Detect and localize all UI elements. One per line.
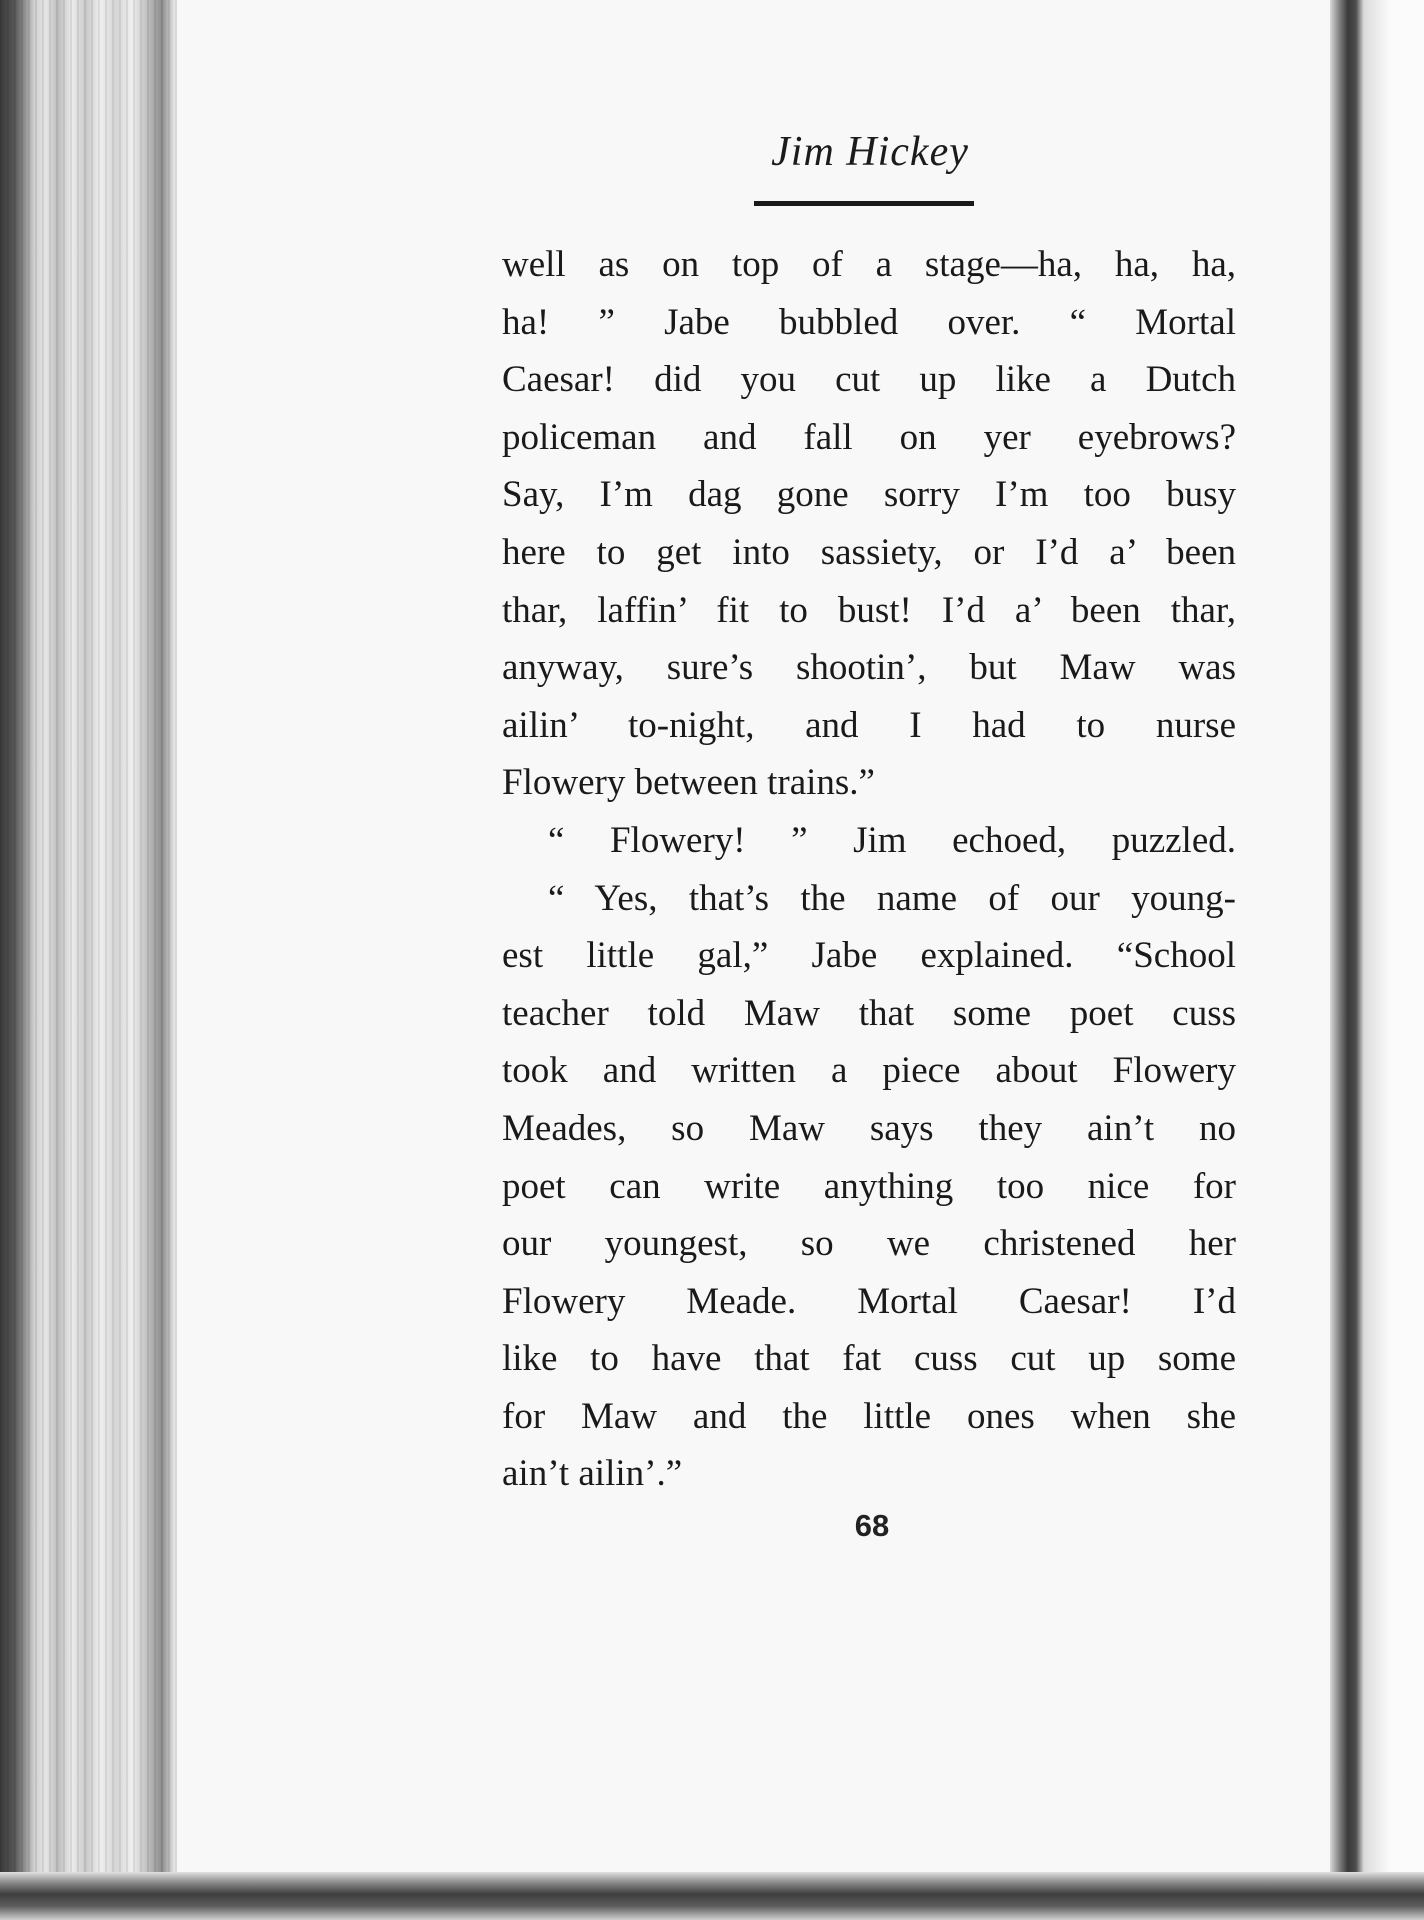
text-line: our youngest, so we christened her [502, 1223, 1236, 1265]
text-line: est little gal,” Jabe explained. “School [502, 935, 1236, 977]
text-line: poet can write anything too nice for [502, 1165, 1236, 1207]
text-line: “ Yes, that’s the name of our young- [548, 877, 1236, 919]
page-stack-texture [0, 0, 175, 1920]
text-line: ailin’ to-night, and I had to nurse [502, 704, 1236, 746]
text-line: took and written a piece about Flowery [502, 1050, 1236, 1092]
text-line: thar, laffin’ fit to bust! I’d a’ been thar, [502, 589, 1236, 631]
page-number: 68 [854, 1508, 890, 1543]
book-cover-edge-right [1330, 0, 1424, 1920]
text-line: “ Flowery! ” Jim echoed, puzzled. [548, 819, 1236, 861]
book-cover-edge-bottom [0, 1872, 1424, 1920]
body-text [502, 236, 1236, 1503]
text-line: policeman and fall on yer eyebrows? [502, 416, 1236, 458]
text-line: Caesar! did you cut up like a Dutch [502, 359, 1236, 401]
text-line: like to have that fat cuss cut up some [502, 1338, 1236, 1380]
text-line: well as on top of a stage—ha, ha, ha, [502, 244, 1236, 285]
text-line: teacher told Maw that some poet cuss [502, 992, 1236, 1034]
text-line: anyway, sure’s shootin’, but Maw was [502, 647, 1236, 689]
text-line: Say, I’m dag gone sorry I’m too busy [502, 474, 1236, 516]
text-line: ain’t ailin’.” [502, 1453, 683, 1495]
text-line: for Maw and the little ones when she [502, 1395, 1236, 1437]
running-head-rule [754, 201, 974, 206]
text-line: Flowery Meade. Mortal Caesar! I’d [502, 1280, 1236, 1322]
text-line: here to get into sassiety, or I’d a’ been [502, 531, 1236, 573]
text-line: Meades, so Maw says they ain’t no [502, 1107, 1236, 1149]
text-line: Flowery between trains.” [502, 762, 875, 804]
running-head: Jim Hickey [771, 129, 969, 175]
text-line: ha! ” Jabe bubbled over. “ Mortal [502, 301, 1236, 343]
